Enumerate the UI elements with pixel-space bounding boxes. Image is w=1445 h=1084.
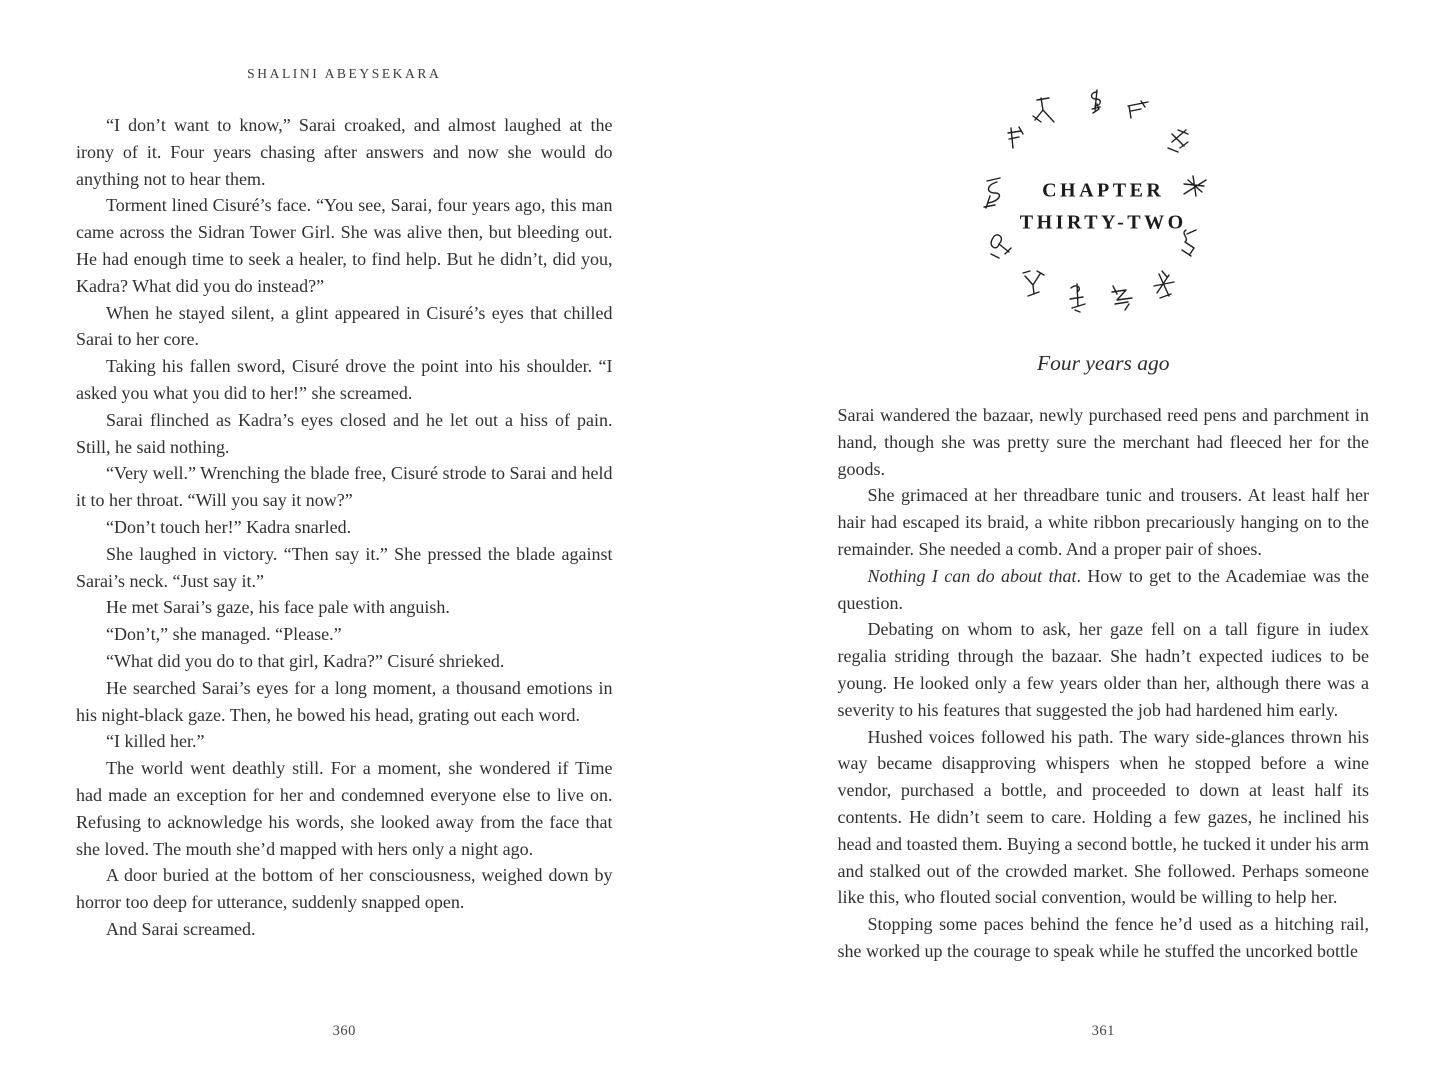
text-segment: Stopping some paces behind the fence he’d used as a hitching rail, she worked up the courage to speak while he stuffed the uncorked bottle: [837, 914, 1369, 961]
text-segment: Taking his fallen sword, Cisuré drove the point into his shoulder. “I asked you what you did to her!” she screamed.: [76, 356, 613, 403]
text-segment: “Don’t,” she managed. “Please.”: [106, 624, 342, 645]
paragraph: [76, 648, 613, 675]
text-segment: She laughed in victory. “Then say it.” She pressed the blade against Sarai’s neck. “Just say it.”: [76, 543, 613, 591]
rune-icon: [991, 235, 1011, 258]
chapter-title: [1020, 174, 1187, 238]
italic-text: Nothing I can do about that: [867, 565, 1077, 586]
page-right: [723, 0, 1445, 1084]
rune-icon: [1154, 271, 1174, 298]
chapter-heading: [978, 88, 1228, 330]
paragraph: [76, 594, 613, 621]
rune-icon: [984, 178, 1000, 208]
text-segment: When he stayed silent, a glint appeared in Cisuré’s eyes that chilled Sarai to her core.: [76, 302, 613, 350]
chapter-label: CHAPTER: [1042, 179, 1165, 202]
rune-icon: [1168, 130, 1188, 152]
text-segment: She grimaced at her threadbare tunic and trousers. At least half her hair had escaped its braid, a white ribbon precariously hanging on to the remainder. She needed a comb. And a proper pair of shoes.: [837, 485, 1369, 559]
paragraph: [838, 482, 1370, 562]
running-header: SHALINI ABEYSEKARA: [247, 66, 442, 81]
paragraph: [76, 862, 613, 916]
text-segment: “I killed her.”: [106, 731, 205, 752]
rune-icon: [1033, 98, 1054, 122]
paragraph: [838, 911, 1370, 965]
rune-icon: [1070, 284, 1085, 312]
left-page-body: [76, 112, 613, 943]
text-segment: “Very well.” Wrenching the blade free, Cisuré strode to Sarai and held it to her throat. “Will you say it now?”: [76, 463, 613, 511]
paragraph: [838, 616, 1370, 723]
paragraph: [838, 402, 1370, 482]
text-segment: Hushed voices followed his path. The wary side-glances thrown his way became disapproving whispers when he stopped before a wine vendor, purchased a bottle, and proceeded to down at least half its contents. He didn’t seem to care. Holding a few gazes, he inclined his head and toasted them. Buying a second bottle, he tucked it under his arm and stalked out of the crowded market. She followed. Perhaps someone like this, who flouted social convention, would be willing to help her.: [837, 726, 1369, 908]
paragraph: [76, 192, 613, 299]
text-segment: “Don’t touch her!” Kadra snarled.: [106, 516, 352, 537]
paragraph: [838, 563, 1370, 617]
text-segment: Debating on whom to ask, her gaze fell on a tall figure in iudex regalia striding through the bazaar. She hadn’t expected iudices to be young. He looked only a few years older than her, although there was a severity to his features that suggested the job had hardened him early.: [837, 619, 1369, 720]
paragraph: [76, 675, 613, 729]
rune-icon: [1023, 271, 1044, 296]
text-segment: “I don’t want to know,” Sarai croaked, and almost laughed at the irony of it. Four years chasing after answers and now she would do anything not to hear them.: [76, 115, 613, 189]
paragraph: [76, 353, 613, 407]
paragraph: [76, 916, 613, 943]
text-segment: The world went deathly still. For a moment, she wondered if Time had made an exception for her and condemned everyone else to live on. Refusing to acknowledge his words, she looked away from the face that she loved. The mouth she’d mapped with hers only a night ago.: [76, 758, 613, 859]
paragraph: [76, 728, 613, 755]
paragraph: [76, 541, 613, 595]
rune-icon: [1092, 90, 1101, 113]
text-segment: Sarai flinched as Kadra’s eyes closed and he let out a hiss of pain. Still, he said nothing.: [76, 409, 613, 457]
rune-icon: [1128, 101, 1148, 118]
right-page-body: [838, 402, 1370, 965]
rune-icon: [1008, 127, 1023, 148]
rune-icon: [1184, 176, 1206, 196]
paragraph: [76, 300, 613, 354]
chapter-number: THIRTY-TWO: [1019, 211, 1187, 234]
paragraph: [76, 407, 613, 461]
page-number-right: 361: [1091, 1023, 1115, 1039]
paragraph: [76, 460, 613, 514]
paragraph: [76, 112, 613, 192]
text-segment: Sarai wandered the bazaar, newly purchased reed pens and parchment in hand, though she was pretty sure the merchant had fleeced her for the goods.: [837, 405, 1369, 479]
page-number-left: 360: [332, 1023, 356, 1039]
text-segment: And Sarai screamed.: [106, 918, 256, 939]
text-segment: He met Sarai’s gaze, his face pale with anguish.: [106, 597, 450, 618]
section-label: Four years ago: [1036, 351, 1170, 375]
text-segment: . How to get to the Academiae was the question.: [837, 565, 1369, 613]
text-segment: “What did you do to that girl, Kadra?” Cisuré shrieked.: [106, 650, 505, 671]
paragraph: [838, 724, 1370, 912]
text-segment: He searched Sarai’s eyes for a long moment, a thousand emotions in his night-black gaze. Then, he bowed his head, grating out each word.: [76, 677, 613, 725]
paragraph: [76, 755, 613, 862]
paragraph: [76, 514, 613, 541]
text-segment: A door buried at the bottom of her consciousness, weighed down by horror too deep for utterance, suddenly snapped open.: [76, 865, 613, 913]
paragraph: [76, 621, 613, 648]
text-segment: Torment lined Cisuré’s face. “You see, Sarai, four years ago, this man came across the Sidran Tower Girl. She was alive then, but bleeding out. He had enough time to seek a healer, to find help. But he didn’t, did you, Kadra? What did you do instead?”: [76, 195, 613, 296]
rune-icon: [1112, 286, 1132, 310]
